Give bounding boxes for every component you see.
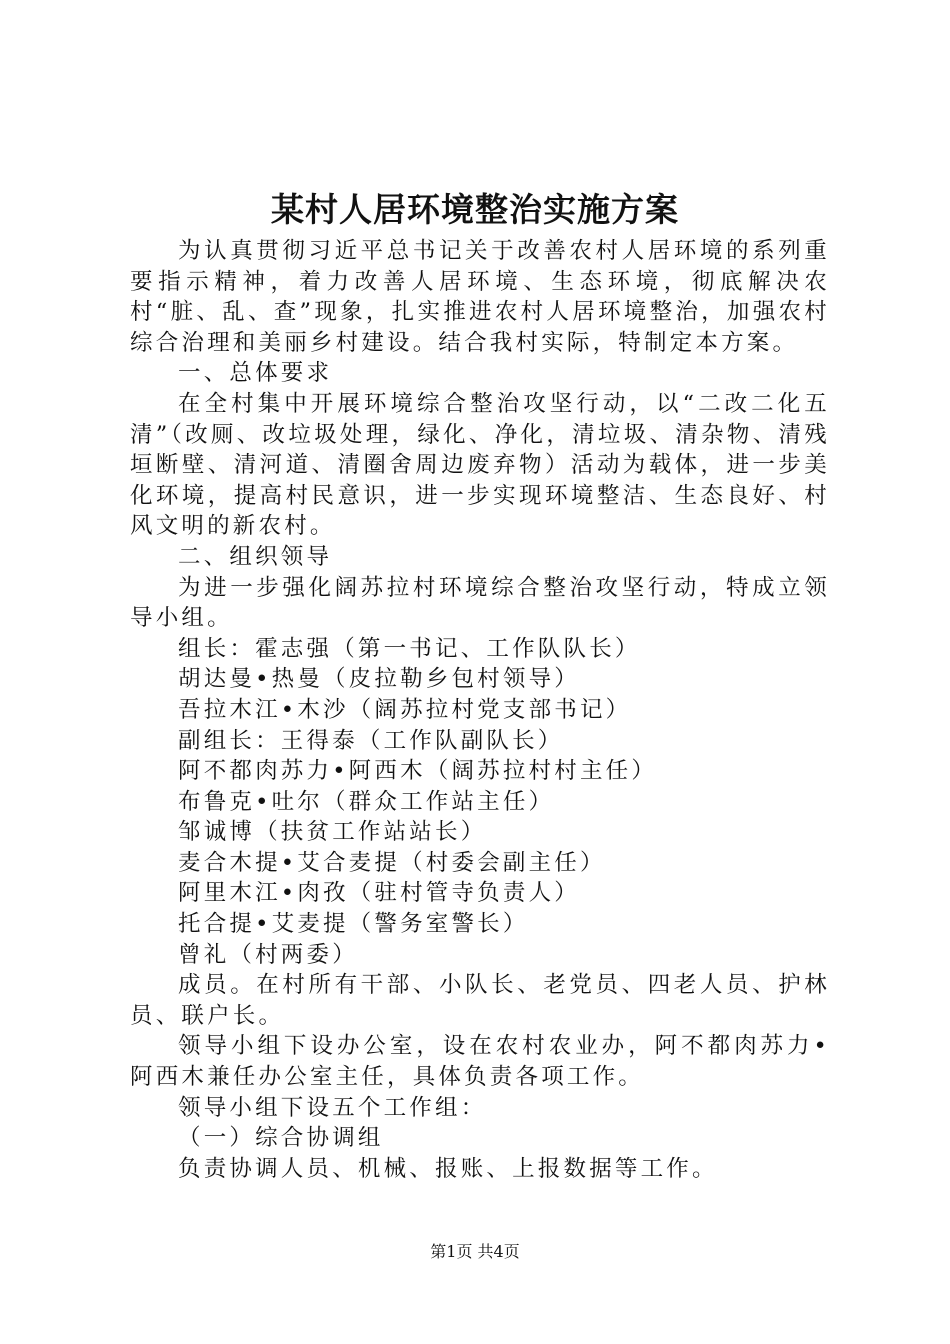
subsection-heading-coordination: （一）综合协调组 — [178, 1125, 384, 1152]
page-number-footer: 第1页 共4页 — [430, 1242, 520, 1261]
deputy-member-line: 布鲁克•吐尔（群众工作站主任） — [178, 788, 555, 815]
deputy-member-line: 阿不都肉苏力•阿西木（阔苏拉村村主任） — [178, 758, 658, 785]
intro-paragraph: 为认真贯彻习近平总书记关于改善农村人居环境的系列重要指示精神，着力改善人居环境、生态环境，彻底解决农村“脏、乱、查”现象，扎实推进农村人居环境整治，加强农村综合治理和美丽乡村建设。结合我村实际，特制定本方案。 — [130, 238, 830, 356]
leader-line: 组长：霍志强（第一书记、工作队队长） — [178, 635, 641, 662]
deputy-leader-line: 副组长：王得泰（工作队副队长） — [178, 727, 564, 754]
deputy-member-line: 邹诚博（扶贫工作站站长） — [178, 819, 487, 846]
general-requirements-paragraph: 在全村集中开展环境综合整治攻坚行动，以“二改二化五清”（改厕、改垃圾处理，绿化、净化，清垃圾、清杂物、清残垣断壁、清河道、清圈舍周边废弃物）活动为载体，进一步美化环境，提高村民意识，进一步实现环境整洁、生态良好、村风文明的新农村。 — [130, 390, 830, 540]
leader-member-line: 吾拉木江•木沙（阔苏拉村党支部书记） — [178, 696, 632, 723]
office-paragraph: 领导小组下设办公室，设在农村农业办，阿不都肉苏力•阿西木兼任办公室主任，具体负责各项工作。 — [130, 1033, 830, 1091]
deputy-member-line: 曾礼（村两委） — [178, 941, 358, 968]
leader-member-line: 胡达曼•热曼（皮拉勒乡包村领导） — [178, 666, 580, 693]
organization-paragraph: 为进一步强化阔苏拉村环境综合整治攻坚行动，特成立领导小组。 — [130, 574, 830, 632]
document-title: 某村人居环境整治实施方案 — [271, 190, 679, 229]
document-body — [130, 236, 830, 1184]
coordination-paragraph: 负责协调人员、机械、报账、上报数据等工作。 — [178, 1155, 718, 1182]
working-groups-paragraph: 领导小组下设五个工作组： — [178, 1094, 487, 1121]
section-heading-organization: 二、组织领导 — [178, 543, 333, 570]
deputy-member-line: 阿里木江•肉孜（驻村管寺负责人） — [178, 880, 580, 907]
deputy-member-line: 麦合木提•艾合麦提（村委会副主任） — [178, 849, 606, 876]
section-heading-general-requirements: 一、总体要求 — [178, 360, 333, 387]
deputy-member-line: 托合提•艾麦提（警务室警长） — [178, 911, 529, 938]
members-paragraph: 成员。在村所有干部、小队长、老党员、四老人员、护林员、联户长。 — [130, 972, 830, 1029]
